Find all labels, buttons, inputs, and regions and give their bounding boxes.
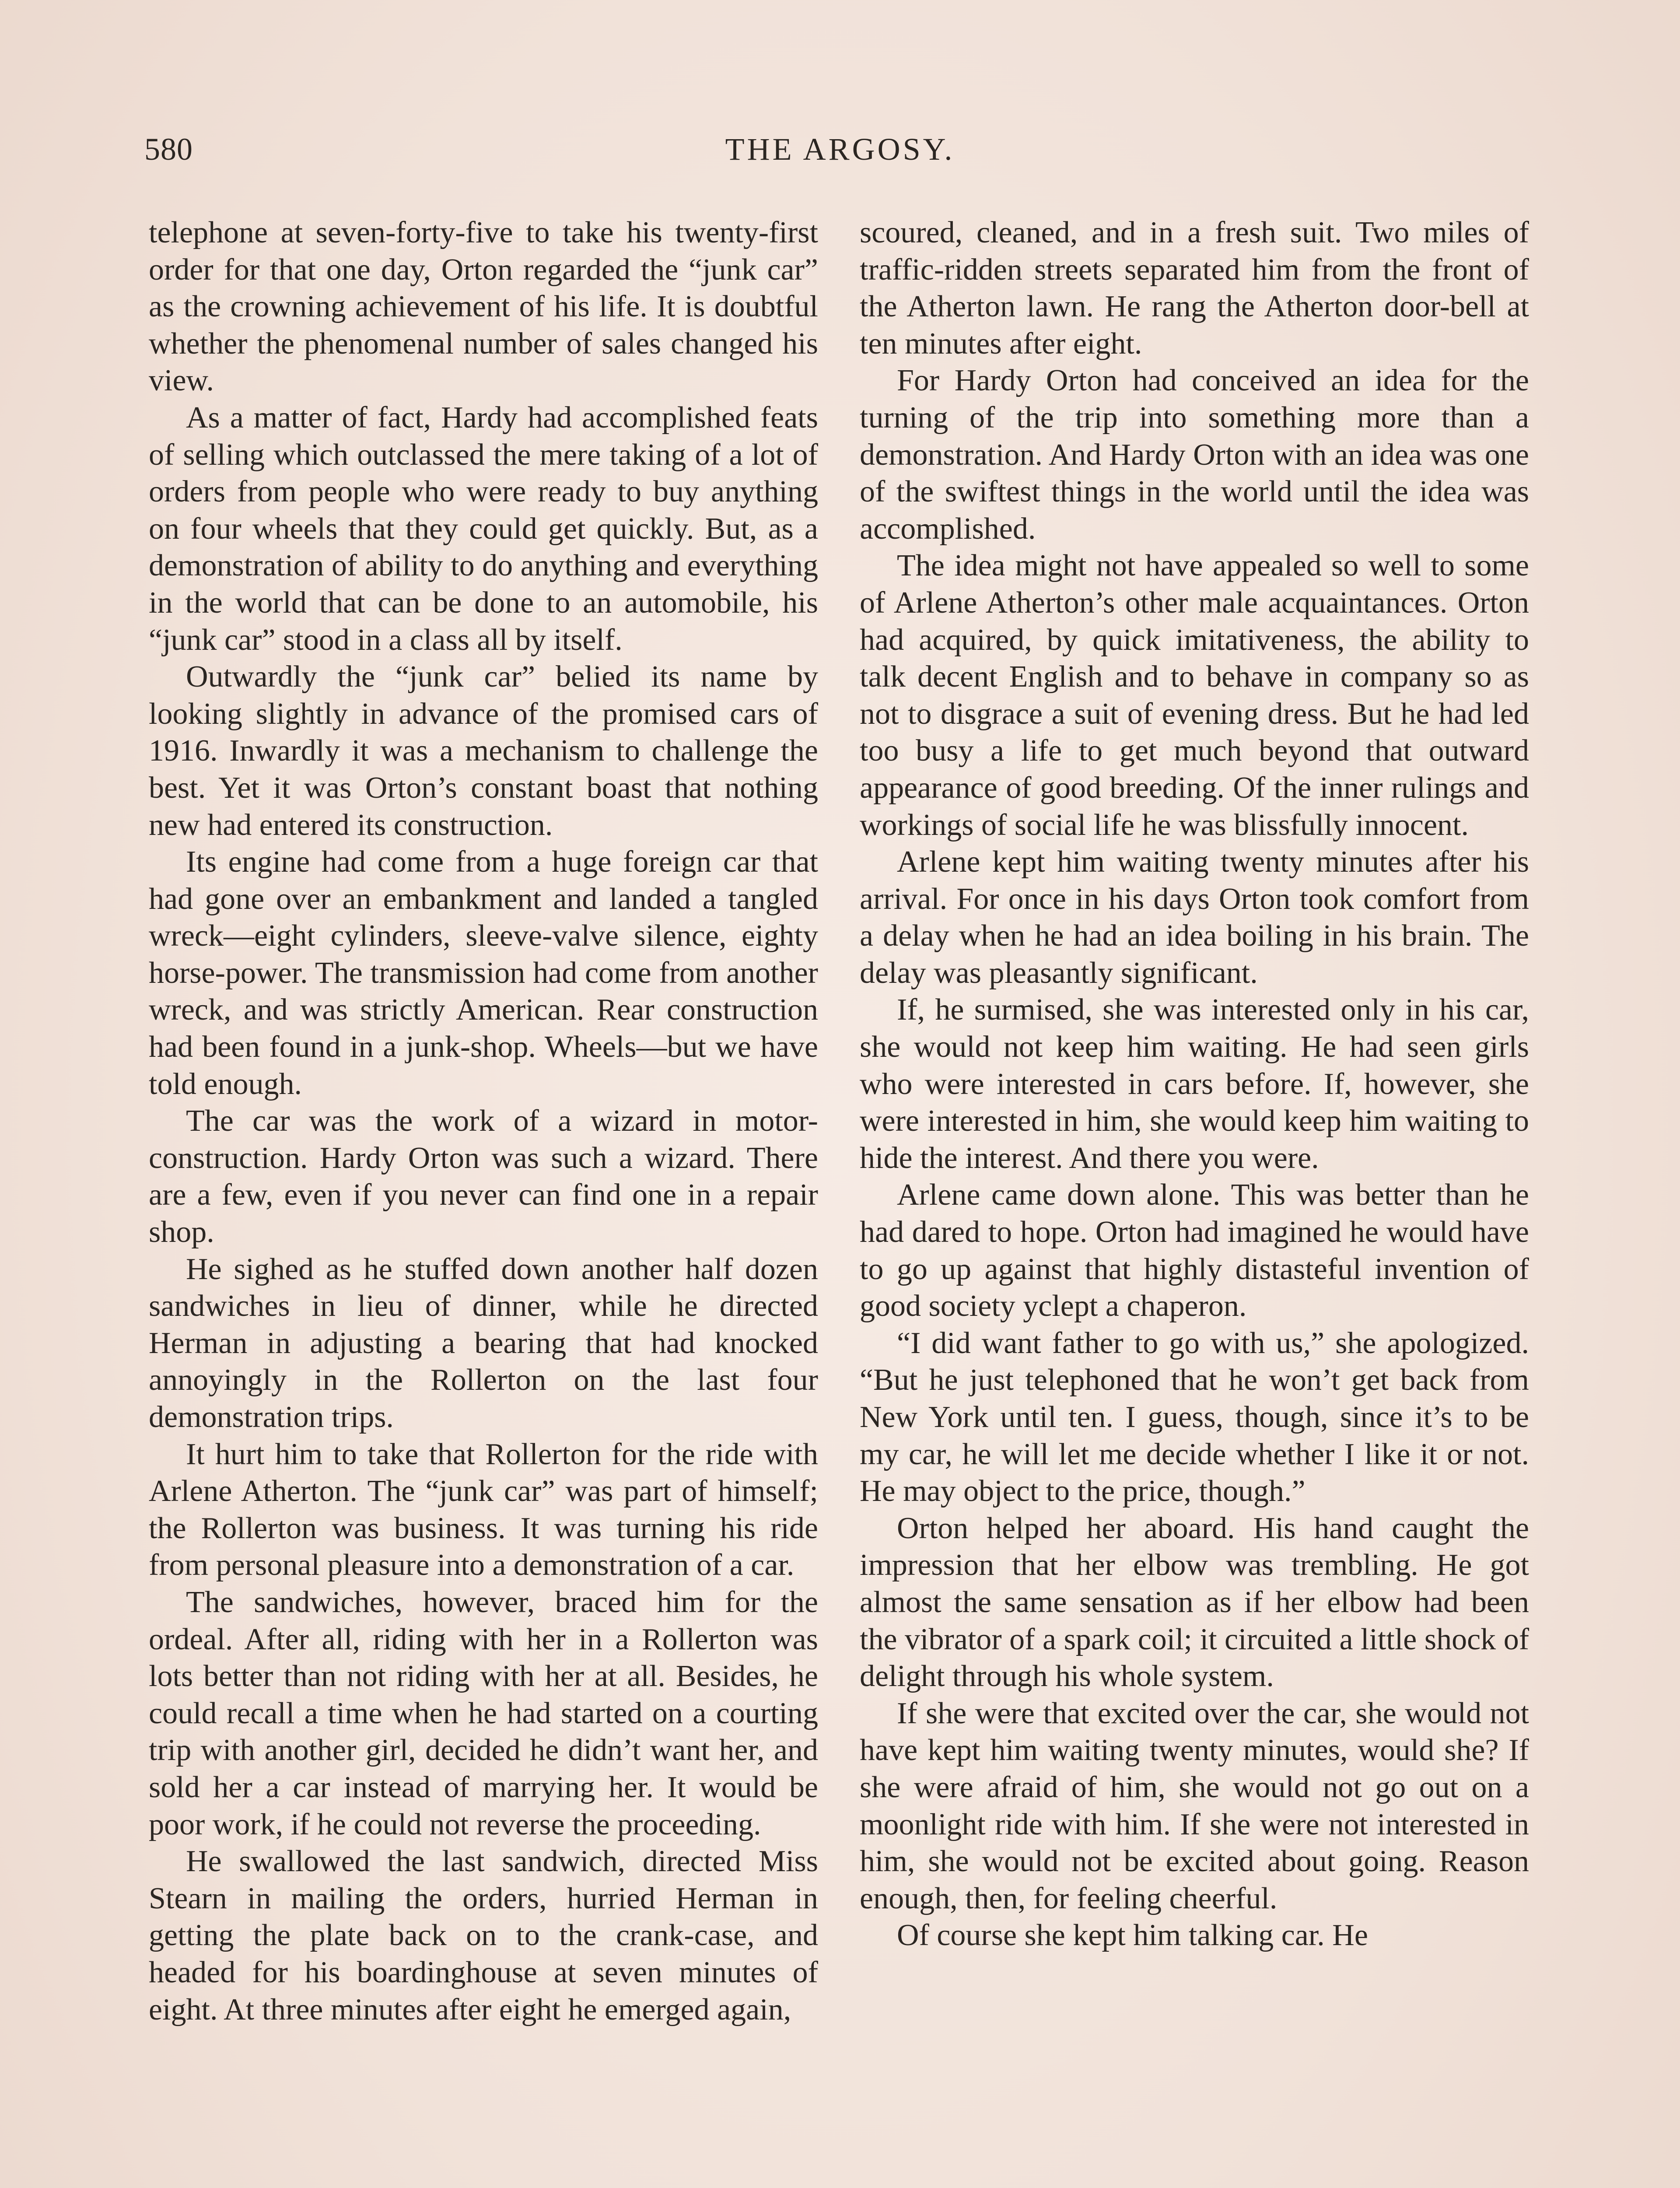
- paragraph: Its engine had come from a huge foreign car that had gone over an embankment and landed a tangled wreck—eight cylinders, sleeve-valve silence, eighty horse-power. The transmission had come from another wreck, and was strictly American. Rear construction had been found in a junk-shop. Wheels—but we have told enough.: [149, 845, 818, 1101]
- paragraph: Orton helped her aboard. His hand caught the impression that her elbow was trembling. He got almost the same sensation as if her elbow had been the vibrator of a spark coil; it circuited a little shock of delight through his whole system.: [860, 1511, 1529, 1694]
- paragraph: telephone at seven-forty-five to take his twenty-first order for that one day, Orton regarded the “junk car” as the crowning achievement of his life. It is doubtful whether the phenomenal number of sales changed his view.: [149, 216, 818, 398]
- page-number: 580: [144, 132, 193, 167]
- running-title: THE ARGOSY.: [725, 132, 955, 167]
- paragraph: scoured, cleaned, and in a fresh suit. Two miles of traffic-ridden streets separated him from the front of the Atherton lawn. He rang the Atherton door-bell at ten minutes after eight.: [860, 216, 1529, 361]
- paragraph: The sandwiches, however, braced him for the ordeal. After all, riding with her in a Rollerton was lots better than not riding with her at all. Besides, he could recall a time when he had started on a courting trip with another girl, decided he didn’t want her, and sold her a car instead of marrying her. It would be poor work, if he could not reverse the proceeding.: [149, 1585, 818, 1841]
- paragraph: As a matter of fact, Hardy had accomplished feats of selling which outclassed the mere taking of a lot of orders from people who were ready to buy anything on four wheels that they could get quickly. But, as a demonstration of ability to do anything and everything in the world that can be done to an automobile, his “junk car” stood in a class all by itself.: [149, 400, 818, 657]
- page-header: [144, 131, 1536, 179]
- paragraph: He swallowed the last sandwich, directed Miss Stearn in mailing the orders, hurried Herman in getting the plate back on to the crank-case, and headed for his boardinghouse at seven minutes of eight. At three minutes after eight he emerged again,: [149, 1844, 818, 2027]
- paragraph: The car was the work of a wizard in motor-construction. Hardy Orton was such a wizard. There are a few, even if you never can find one in a repair shop.: [149, 1104, 818, 1249]
- paragraph: “I did want father to go with us,” she apologized. “But he just telephoned that he won’t get back from New York until ten. I guess, though, since it’s to be my car, he will let me decide whether I like it or not. He may object to the price, though.”: [860, 1326, 1529, 1508]
- paragraph: The idea might not have appealed so well to some of Arlene Atherton’s other male acquaintances. Orton had acquired, by quick imitativeness, the ability to talk decent English and to behave in company so as not to disgrace a suit of evening dress. But he had led too busy a life to get much beyond that outward appearance of good breeding. Of the inner rulings and workings of social life he was blissfully innocent.: [860, 549, 1529, 842]
- right-column: [860, 214, 1529, 1954]
- paragraph: Arlene kept him waiting twenty minutes after his arrival. For once in his days Orton took comfort from a delay when he had an idea boiling in his brain. The delay was pleasantly significant.: [860, 845, 1529, 990]
- paragraph: Of course she kept him talking car. He: [897, 1918, 1368, 1953]
- paragraph: For Hardy Orton had conceived an idea for the turning of the trip into something more than a demonstration. And Hardy Orton with an idea was one of the swiftest things in the world until the idea was accomplished.: [860, 364, 1529, 546]
- paragraph: Arlene came down alone. This was better than he had dared to hope. Orton had imagined he would have to go up against that highly distasteful invention of good society yclept a chaperon.: [860, 1178, 1529, 1323]
- paragraph: He sighed as he stuffed down another half dozen sandwiches in lieu of dinner, while he directed Herman in adjusting a bearing that had knocked annoyingly in the Rollerton on the last four demonstration trips.: [149, 1252, 818, 1434]
- paragraph: If she were that excited over the car, she would not have kept him waiting twenty minutes, would she? If she were afraid of him, she would not go out on a moonlight ride with him. If she were not interested in him, she would not be excited about going. Reason enough, then, for feeling cheerful.: [860, 1696, 1529, 1915]
- paragraph: If, he surmised, she was interested only in his car, she would not keep him waiting. He had seen girls who were interested in cars before. If, however, she were interested in him, she would keep him waiting to hide the interest. And there you were.: [860, 993, 1529, 1175]
- left-column: [149, 214, 818, 2028]
- paragraph: Outwardly the “junk car” belied its name by looking slightly in advance of the promised cars of 1916. Inwardly it was a mechanism to challenge the best. Yet it was Orton’s constant boast that nothing new had entered its construction.: [149, 660, 818, 842]
- paragraph: It hurt him to take that Rollerton for the ride with Arlene Atherton. The “junk car” was part of himself; the Rollerton was business. It was turning his ride from personal pleasure into a demonstration of a car.: [149, 1437, 818, 1582]
